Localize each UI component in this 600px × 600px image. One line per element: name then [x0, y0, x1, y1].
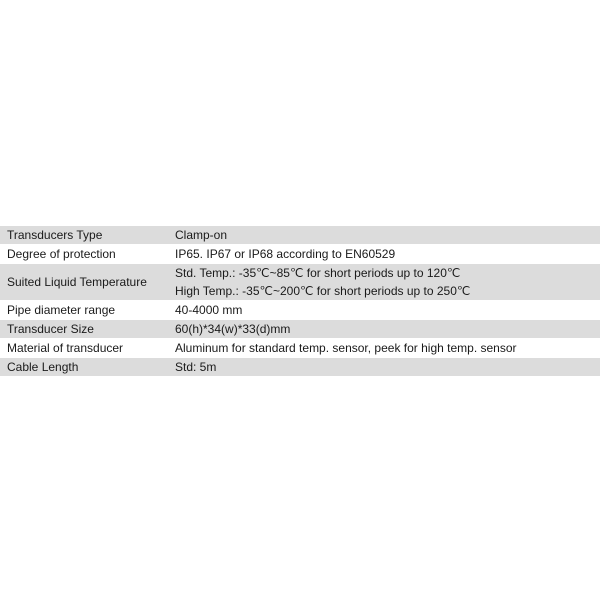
- spec-value: IP65. IP67 or IP68 according to EN60529: [167, 245, 600, 264]
- table-row: [0, 226, 600, 245]
- spec-value: 40-4000 mm: [167, 301, 600, 320]
- spec-label: Material of transducer: [0, 339, 167, 358]
- spec-value-line: High Temp.: -35℃~200℃ for short periods up to 250℃: [175, 284, 471, 298]
- spec-label: Suited Liquid Temperature: [0, 264, 167, 301]
- spec-value: [167, 264, 600, 301]
- spec-value: Aluminum for standard temp. sensor, peek for high temp. sensor: [167, 339, 600, 358]
- spec-value: Std: 5m: [167, 358, 600, 377]
- spec-label: Transducer Size: [0, 320, 167, 339]
- spec-value: 60(h)*34(w)*33(d)mm: [167, 320, 600, 339]
- table-row: [0, 339, 600, 358]
- spec-value: Clamp-on: [167, 226, 600, 245]
- table-row: [0, 264, 600, 301]
- spec-value-line: Std. Temp.: -35℃~85℃ for short periods up to 120℃: [175, 266, 461, 280]
- spec-label: Cable Length: [0, 358, 167, 377]
- table-row: [0, 245, 600, 264]
- table-row: [0, 320, 600, 339]
- spec-label: Degree of protection: [0, 245, 167, 264]
- table-row: [0, 358, 600, 377]
- spec-table: [0, 226, 600, 377]
- spec-label: Pipe diameter range: [0, 301, 167, 320]
- table-row: [0, 301, 600, 320]
- spec-label: Transducers Type: [0, 226, 167, 245]
